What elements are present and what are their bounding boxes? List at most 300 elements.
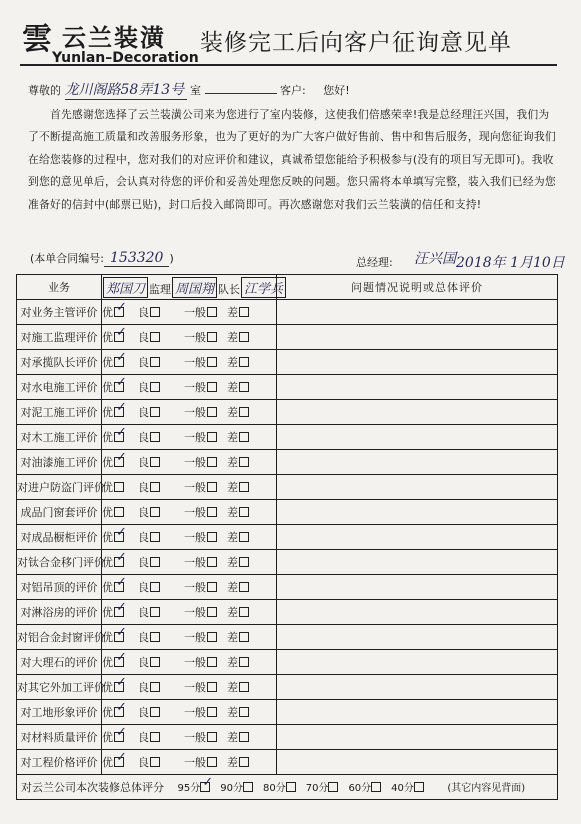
grade-option-poor: [227, 304, 249, 320]
grade-checkbox[interactable]: [114, 400, 127, 417]
grade-checkbox[interactable]: [207, 407, 217, 417]
grade-checkbox[interactable]: [239, 432, 249, 442]
grade-option-poor: [227, 404, 249, 420]
grade-checkbox[interactable]: [114, 700, 127, 717]
evaluation-item: 对水电施工评价: [17, 375, 102, 400]
grade-checkbox[interactable]: [114, 650, 127, 667]
score-option: [177, 775, 214, 794]
grade-options: [102, 725, 277, 750]
grade-checkbox[interactable]: [114, 450, 127, 467]
grade-checkbox[interactable]: [114, 750, 127, 767]
evaluation-item: 对木工施工评价: [17, 425, 102, 450]
contract-close: ): [169, 252, 174, 265]
grade-option-good: [138, 479, 160, 495]
grade-checkbox[interactable]: [150, 607, 160, 617]
grade-checkbox[interactable]: [207, 357, 217, 367]
check-mark-icon: ✓: [116, 350, 127, 365]
grade-label: 差: [227, 531, 238, 544]
document-title: 装修完工后向客户征询意见单: [200, 30, 512, 56]
grade-checkbox[interactable]: [114, 675, 127, 692]
grade-label: 优: [102, 481, 113, 494]
grade-label: 良: [138, 606, 149, 619]
grade-option-poor: [227, 329, 249, 345]
grade-options: [102, 525, 277, 550]
check-mark-icon: ✓: [116, 700, 127, 715]
evaluation-table: [16, 274, 558, 800]
grade-option-fair: [184, 554, 217, 570]
grade-label: 差: [227, 556, 238, 569]
comment-column-title: 问题情况说明或总体评价: [277, 275, 558, 300]
check-mark-icon: ✓: [116, 450, 127, 465]
grade-option-fair: [184, 479, 217, 495]
grade-option-fair: [184, 579, 217, 595]
grade-options: [102, 700, 277, 725]
grade-label: 差: [227, 481, 238, 494]
comment-cell[interactable]: [277, 700, 558, 725]
grade-checkbox[interactable]: [114, 507, 124, 517]
grade-option-poor: [227, 579, 249, 595]
grade-label: 差: [227, 306, 238, 319]
comment-cell[interactable]: [277, 500, 558, 525]
grade-option-good: [138, 754, 160, 770]
grade-label: 良: [138, 681, 149, 694]
comment-cell[interactable]: [277, 600, 558, 625]
grade-option-excellent: [102, 650, 127, 670]
table-row: [17, 450, 558, 475]
score-label: 60分: [348, 783, 372, 794]
check-mark-icon: ✓: [116, 675, 127, 690]
grade-label: 一般: [184, 731, 206, 744]
grade-checkbox[interactable]: [114, 325, 127, 342]
grade-label: 优: [102, 431, 113, 444]
grade-checkbox[interactable]: [239, 657, 249, 667]
score-option: [306, 779, 339, 794]
greeting: 您好!: [323, 84, 350, 97]
grade-checkbox[interactable]: [150, 657, 160, 667]
grade-checkbox[interactable]: [239, 707, 249, 717]
grade-label: 一般: [184, 756, 206, 769]
letter-body: 首先感谢您选择了云兰装潢公司来为您进行了室内装修，这使我们倍感荣幸!我是总经理汪兴国，我们为了不断提高施工质量和改善服务形象，也为了更好的为广大客户做好售前、售中和售后服务，现向您征询我们在给您装修的过程中，您对我们的对应评价和建议，真诚希望您能给予积极参与(没有的项目写无即可)。我收到您的意见单后，会认真对待您的评价和妥善处理您反映的问题。您只需将本单填写完整，装入我们已经为您准备好的信封中(邮票已贴)，封口后投入邮筒即可。再次感谢您对我们云兰装潢的信任和支持!: [28, 108, 556, 211]
grade-label: 一般: [184, 306, 206, 319]
grade-option-fair: [184, 729, 217, 745]
grade-option-poor: [227, 379, 249, 395]
logo-english-name: Yunlan–Decoration: [52, 50, 199, 66]
grade-option-poor: [227, 504, 249, 520]
evaluation-item: 对其它外加工评价: [17, 675, 102, 700]
comment-cell[interactable]: [277, 550, 558, 575]
table-row: [17, 475, 558, 500]
grade-checkbox[interactable]: [150, 707, 160, 717]
grade-label: 优: [102, 581, 113, 594]
grade-checkbox[interactable]: [150, 482, 160, 492]
comment-cell[interactable]: [277, 375, 558, 400]
table-row: [17, 375, 558, 400]
grade-checkbox[interactable]: [239, 757, 249, 767]
supervisor-label: 监理: [149, 282, 172, 296]
evaluation-item: 对工程价格评价: [17, 750, 102, 775]
grade-option-excellent: [102, 479, 124, 495]
grade-checkbox[interactable]: [114, 525, 127, 542]
comment-cell[interactable]: [277, 525, 558, 550]
grade-option-good: [138, 629, 160, 645]
grade-option-good: [138, 729, 160, 745]
grade-label: 良: [138, 356, 149, 369]
grade-checkbox[interactable]: [150, 757, 160, 767]
grade-checkbox[interactable]: [207, 607, 217, 617]
grade-label: 优: [102, 731, 113, 744]
grade-checkbox[interactable]: [114, 482, 124, 492]
comment-cell[interactable]: [277, 750, 558, 775]
grade-label: 差: [227, 431, 238, 444]
grade-label: 一般: [184, 531, 206, 544]
grade-options: [102, 625, 277, 650]
leader-name[interactable]: 江学兵: [241, 277, 286, 298]
comment-cell[interactable]: [277, 325, 558, 350]
table-row: [17, 550, 558, 575]
comment-cell[interactable]: [277, 300, 558, 325]
grade-checkbox[interactable]: [239, 632, 249, 642]
comment-cell[interactable]: [277, 575, 558, 600]
grade-option-good: [138, 679, 160, 695]
grade-options: [102, 600, 277, 625]
grade-option-excellent: [102, 375, 127, 395]
manager-signature: 汪兴国: [414, 251, 456, 267]
grade-checkbox[interactable]: [207, 682, 217, 692]
grade-option-fair: [184, 329, 217, 345]
grade-checkbox[interactable]: [239, 482, 249, 492]
score-label: 95分: [177, 783, 201, 794]
grade-label: 良: [138, 581, 149, 594]
grade-label: 优: [102, 706, 113, 719]
grade-label: 一般: [184, 456, 206, 469]
grade-checkbox[interactable]: [207, 457, 217, 467]
grade-checkbox[interactable]: [207, 582, 217, 592]
grade-checkbox[interactable]: [114, 300, 127, 317]
contract-number[interactable]: 153320: [104, 250, 169, 267]
grade-checkbox[interactable]: [114, 625, 127, 642]
grade-options: [102, 325, 277, 350]
check-mark-icon: ✓: [116, 725, 127, 740]
grade-label: 优: [102, 506, 113, 519]
table-row: [17, 400, 558, 425]
contract-label: (本单合同编号:: [30, 252, 104, 265]
evaluation-item: 对油漆施工评价: [17, 450, 102, 475]
evaluation-item: 对淋浴房的评价: [17, 600, 102, 625]
score-option: [391, 779, 424, 794]
grade-option-excellent: [102, 300, 127, 320]
salutation-line: [28, 79, 350, 100]
grade-option-poor: [227, 629, 249, 645]
comment-cell[interactable]: [277, 725, 558, 750]
grade-checkbox[interactable]: [207, 657, 217, 667]
grade-option-fair: [184, 679, 217, 695]
grade-options: [102, 375, 277, 400]
grade-label: 差: [227, 656, 238, 669]
comment-cell[interactable]: [277, 425, 558, 450]
grade-options: [102, 350, 277, 375]
grade-option-excellent: [102, 504, 124, 520]
grade-label: 良: [138, 506, 149, 519]
table-row: [17, 700, 558, 725]
grade-label: 差: [227, 456, 238, 469]
grade-label: 良: [138, 406, 149, 419]
grade-option-poor: [227, 454, 249, 470]
grade-option-good: [138, 379, 160, 395]
grade-option-poor: [227, 554, 249, 570]
manager-label: 总经理:: [356, 256, 393, 269]
business-name[interactable]: 郑国刀: [103, 277, 148, 298]
grade-checkbox[interactable]: [207, 632, 217, 642]
grade-checkbox[interactable]: [239, 332, 249, 342]
score-checkbox[interactable]: [414, 782, 424, 792]
footer-note: (其它内容见背面): [447, 783, 526, 794]
grade-label: 差: [227, 731, 238, 744]
grade-checkbox[interactable]: [207, 557, 217, 567]
grade-option-fair: [184, 429, 217, 445]
grade-checkbox[interactable]: [150, 582, 160, 592]
grade-label: 一般: [184, 506, 206, 519]
grade-options: [102, 475, 277, 500]
grade-label: 差: [227, 756, 238, 769]
grade-options: [102, 400, 277, 425]
comment-cell[interactable]: [277, 650, 558, 675]
table-row: [17, 600, 558, 625]
grade-label: 差: [227, 381, 238, 394]
score-checkbox[interactable]: [243, 782, 253, 792]
grade-checkbox[interactable]: [239, 732, 249, 742]
comment-cell[interactable]: [277, 625, 558, 650]
evaluation-item: 对业务主管评价: [17, 300, 102, 325]
grade-checkbox[interactable]: [114, 550, 127, 567]
grade-label: 优: [102, 356, 113, 369]
grade-option-poor: [227, 679, 249, 695]
grade-label: 优: [102, 406, 113, 419]
grade-checkbox[interactable]: [114, 375, 127, 392]
staff-names-cell: [102, 275, 284, 300]
check-mark-icon: ✓: [116, 625, 127, 640]
check-mark-icon: ✓: [116, 425, 127, 440]
check-mark-icon: ✓: [116, 375, 127, 390]
grade-checkbox[interactable]: [150, 557, 160, 567]
grade-label: 一般: [184, 706, 206, 719]
grade-checkbox[interactable]: [239, 357, 249, 367]
table-header-row: [17, 275, 558, 300]
table-row: [17, 625, 558, 650]
grade-option-good: [138, 329, 160, 345]
logo-mark: 雲: [22, 22, 52, 57]
comment-cell[interactable]: [277, 675, 558, 700]
score-options: [168, 775, 424, 794]
grade-label: 良: [138, 556, 149, 569]
check-mark-icon: ✓: [116, 300, 127, 315]
grade-option-excellent: [102, 400, 127, 420]
check-mark-icon: ✓: [116, 600, 127, 615]
table-row: [17, 500, 558, 525]
grade-checkbox[interactable]: [207, 307, 217, 317]
check-mark-icon: ✓: [116, 575, 127, 590]
grade-options: [102, 425, 277, 450]
customer-address[interactable]: 龙川阁路58弄13号: [65, 79, 187, 100]
grade-label: 一般: [184, 631, 206, 644]
grade-checkbox[interactable]: [207, 332, 217, 342]
grade-checkbox[interactable]: [207, 482, 217, 492]
grade-checkbox[interactable]: [239, 682, 249, 692]
grade-label: 良: [138, 381, 149, 394]
grade-label: 差: [227, 406, 238, 419]
room-blank[interactable]: [205, 93, 277, 94]
grade-option-good: [138, 504, 160, 520]
evaluation-item: 对成品橱柜评价: [17, 525, 102, 550]
grade-checkbox[interactable]: [150, 682, 160, 692]
grade-options: [102, 550, 277, 575]
grade-checkbox[interactable]: [150, 357, 160, 367]
comment-cell[interactable]: [277, 350, 558, 375]
grade-option-good: [138, 404, 160, 420]
grade-option-good: [138, 654, 160, 670]
grade-label: 一般: [184, 381, 206, 394]
grade-checkbox[interactable]: [239, 607, 249, 617]
grade-checkbox[interactable]: [114, 350, 127, 367]
grade-option-excellent: [102, 450, 127, 470]
grade-checkbox[interactable]: [207, 532, 217, 542]
grade-option-fair: [184, 704, 217, 720]
grade-checkbox[interactable]: [207, 757, 217, 767]
comment-cell[interactable]: [277, 450, 558, 475]
score-checkbox[interactable]: [286, 782, 296, 792]
evaluation-item: 对泥工施工评价: [17, 400, 102, 425]
evaluation-item: 对材料质量评价: [17, 725, 102, 750]
table-row: [17, 750, 558, 775]
grade-option-good: [138, 454, 160, 470]
grade-checkbox[interactable]: [150, 432, 160, 442]
table-row: [17, 300, 558, 325]
check-mark-icon: ✓: [116, 550, 127, 565]
grade-checkbox[interactable]: [207, 432, 217, 442]
score-checkbox[interactable]: [328, 782, 338, 792]
grade-label: 差: [227, 706, 238, 719]
grade-label: 差: [227, 331, 238, 344]
grade-option-fair: [184, 529, 217, 545]
grade-checkbox[interactable]: [114, 575, 127, 592]
evaluation-item: 对铝合金封窗评价: [17, 625, 102, 650]
grade-label: 一般: [184, 481, 206, 494]
grade-label: 优: [102, 756, 113, 769]
grade-checkbox[interactable]: [239, 507, 249, 517]
grade-option-poor: [227, 529, 249, 545]
score-checkbox[interactable]: [371, 782, 381, 792]
grade-checkbox[interactable]: [150, 732, 160, 742]
grade-label: 良: [138, 656, 149, 669]
overall-score-label: 对云兰公司本次装修总体评分: [21, 781, 164, 794]
grade-checkbox[interactable]: [207, 707, 217, 717]
table-row: [17, 325, 558, 350]
grade-checkbox[interactable]: [239, 557, 249, 567]
grade-label: 良: [138, 706, 149, 719]
grade-checkbox[interactable]: [150, 457, 160, 467]
grade-label: 良: [138, 456, 149, 469]
contract-number-line: [30, 250, 174, 266]
grade-checkbox[interactable]: [207, 732, 217, 742]
grade-checkbox[interactable]: [239, 407, 249, 417]
grade-checkbox[interactable]: [239, 457, 249, 467]
grade-checkbox[interactable]: [239, 532, 249, 542]
grade-option-fair: [184, 454, 217, 470]
grade-option-excellent: [102, 625, 127, 645]
grade-options: [102, 450, 277, 475]
grade-option-fair: [184, 604, 217, 620]
grade-checkbox[interactable]: [114, 600, 127, 617]
room-label: 室: [190, 84, 201, 97]
grade-option-fair: [184, 304, 217, 320]
grade-label: 差: [227, 681, 238, 694]
grade-label: 一般: [184, 606, 206, 619]
grade-checkbox[interactable]: [114, 725, 127, 742]
grade-option-good: [138, 354, 160, 370]
grade-checkbox[interactable]: [207, 382, 217, 392]
supervisor-name[interactable]: 周国翔: [172, 277, 217, 298]
grade-label: 良: [138, 431, 149, 444]
grade-option-poor: [227, 354, 249, 370]
score-label: 90分: [220, 783, 243, 794]
grade-checkbox[interactable]: [239, 582, 249, 592]
check-mark-icon: ✓: [116, 750, 127, 765]
grade-checkbox[interactable]: [239, 382, 249, 392]
grade-checkbox[interactable]: [239, 307, 249, 317]
table-row: [17, 575, 558, 600]
grade-checkbox[interactable]: [150, 407, 160, 417]
grade-option-excellent: [102, 750, 127, 770]
grade-checkbox[interactable]: [150, 307, 160, 317]
evaluation-item: 对工地形象评价: [17, 700, 102, 725]
table-row: [17, 350, 558, 375]
grade-option-good: [138, 429, 160, 445]
grade-checkbox[interactable]: [150, 332, 160, 342]
grade-checkbox[interactable]: [150, 507, 160, 517]
grade-label: 一般: [184, 556, 206, 569]
grade-label: 优: [102, 556, 113, 569]
grade-label: 差: [227, 606, 238, 619]
comment-cell[interactable]: [277, 400, 558, 425]
score-label: 40分: [391, 783, 414, 794]
grade-checkbox[interactable]: [150, 632, 160, 642]
grade-option-excellent: [102, 325, 127, 345]
grade-options: [102, 675, 277, 700]
grade-options: [102, 750, 277, 775]
overall-score-cell: [17, 775, 558, 800]
grade-option-poor: [227, 604, 249, 620]
grade-checkbox[interactable]: [207, 507, 217, 517]
grade-label: 差: [227, 631, 238, 644]
customer-label: 客户:: [280, 84, 306, 97]
evaluation-item: 对施工监理评价: [17, 325, 102, 350]
score-checkbox[interactable]: [200, 775, 214, 792]
table-row: [17, 525, 558, 550]
grade-checkbox[interactable]: [150, 382, 160, 392]
grade-option-good: [138, 704, 160, 720]
grade-checkbox[interactable]: [114, 425, 127, 442]
grade-options: [102, 575, 277, 600]
grade-label: 一般: [184, 656, 206, 669]
grade-label: 一般: [184, 431, 206, 444]
grade-label: 一般: [184, 356, 206, 369]
evaluation-item: 对大理石的评价: [17, 650, 102, 675]
grade-label: 差: [227, 506, 238, 519]
logo-chinese-name: 云兰装潢: [62, 24, 166, 52]
grade-checkbox[interactable]: [150, 532, 160, 542]
grade-option-good: [138, 554, 160, 570]
comment-cell[interactable]: [277, 475, 558, 500]
grade-option-excellent: [102, 425, 127, 445]
